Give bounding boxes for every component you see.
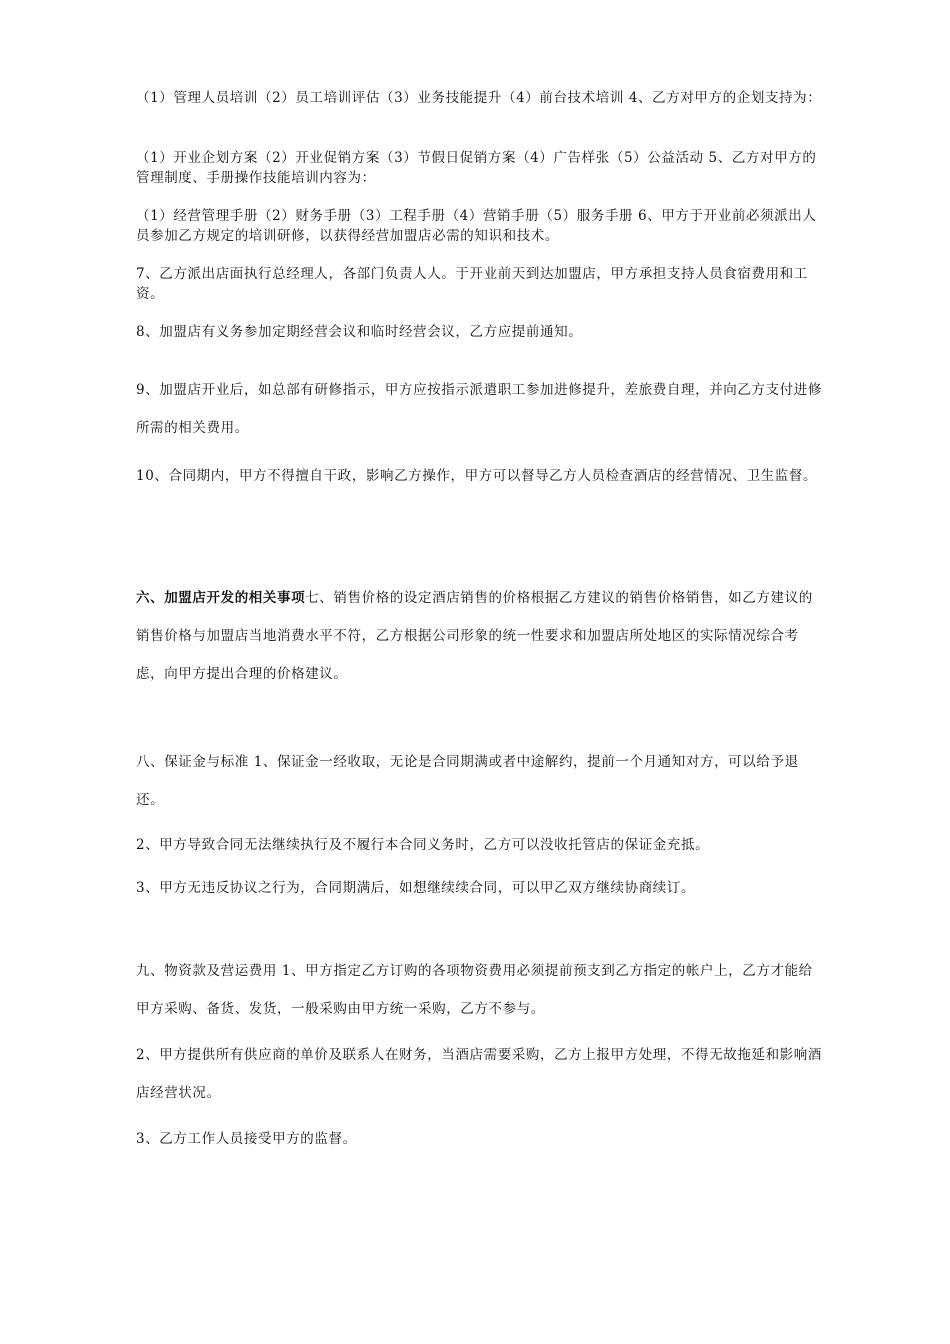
paragraph-planning-support: （1）开业企划方案（2）开业促销方案（3）节假日促销方案（4）广告样张（5）公益活动 5、乙方对甲方的管理制度、手册操作技能培训内容为：: [136, 150, 817, 186]
paragraph-clause-8: 8、加盟店有义务参加定期经营会议和临时经营会议，乙方应提前通知。: [136, 324, 583, 340]
paragraph-clause-10: 10、合同期内，甲方不得擅自干政，影响乙方操作，甲方可以督导乙方人员检查酒店的经营情况、卫生监督。: [136, 468, 818, 484]
paragraph-section-6-7: [136, 579, 826, 693]
paragraph-deposit-2: 2、甲方导致合同无法继续执行及不履行本合同义务时，乙方可以没收托管店的保证金充抵。: [136, 837, 710, 853]
paragraph-deposit-3: 3、甲方无违反协议之行为，合同期满后，如想继续续合同，可以甲乙双方继续协商续订。: [136, 880, 696, 896]
paragraph-clause-9: 9、加盟店开业后，如总部有研修指示，甲方应按指示派遣职工参加进修提升，差旅费自理，并向乙方支付进修所需的相关费用。: [136, 382, 822, 436]
paragraph-training-items: （1）管理人员培训（2）员工培训评估（3）业务技能提升（4）前台技术培训 4、乙方对甲方的企划支持为：: [136, 90, 822, 106]
section-heading: 六、加盟店开发的相关事项: [136, 590, 306, 606]
paragraph-management-manuals: （1）经营管理手册（2）财务手册（3）工程手册（4）营销手册（5）服务手册 6、甲方于开业前必须派出人员参加乙方规定的培训研修，以获得经营加盟店必需的知识和技术。: [136, 208, 817, 244]
paragraph-clause-7: 7、乙方派出店面执行总经理人，各部门负责人人。于开业前天到达加盟店，甲方承担支持人员食宿费用和工资。: [136, 266, 808, 302]
paragraph-section-9: 九、物资款及营运费用 1、甲方指定乙方订购的各项物资费用必须提前预支到乙方指定的帐户上，乙方才能给甲方采购、备货、发货，一般采购由甲方统一采购，乙方不参与。: [136, 963, 813, 1017]
paragraph-supplies-3: 3、乙方工作人员接受甲方的监督。: [136, 1131, 357, 1147]
paragraph-section-8: 八、保证金与标准 1、保证金一经收取，无论是合同期满或者中途解约，提前一个月通知对方，可以给予退还。: [136, 754, 799, 808]
section-body: 七、销售价格的设定酒店销售的价格根据乙方建议的销售价格销售，如乙方建议的销售价格与加盟店当地消费水平不符，乙方根据公司形象的统一性要求和加盟店所处地区的实际情况综合考虑，向甲方提出合理的价格建议。: [136, 590, 813, 682]
paragraph-supplies-2: 2、甲方提供所有供应商的单价及联系人在财务，当酒店需要采购，乙方上报甲方处理，不得无故拖延和影响酒店经营状况。: [136, 1047, 822, 1101]
